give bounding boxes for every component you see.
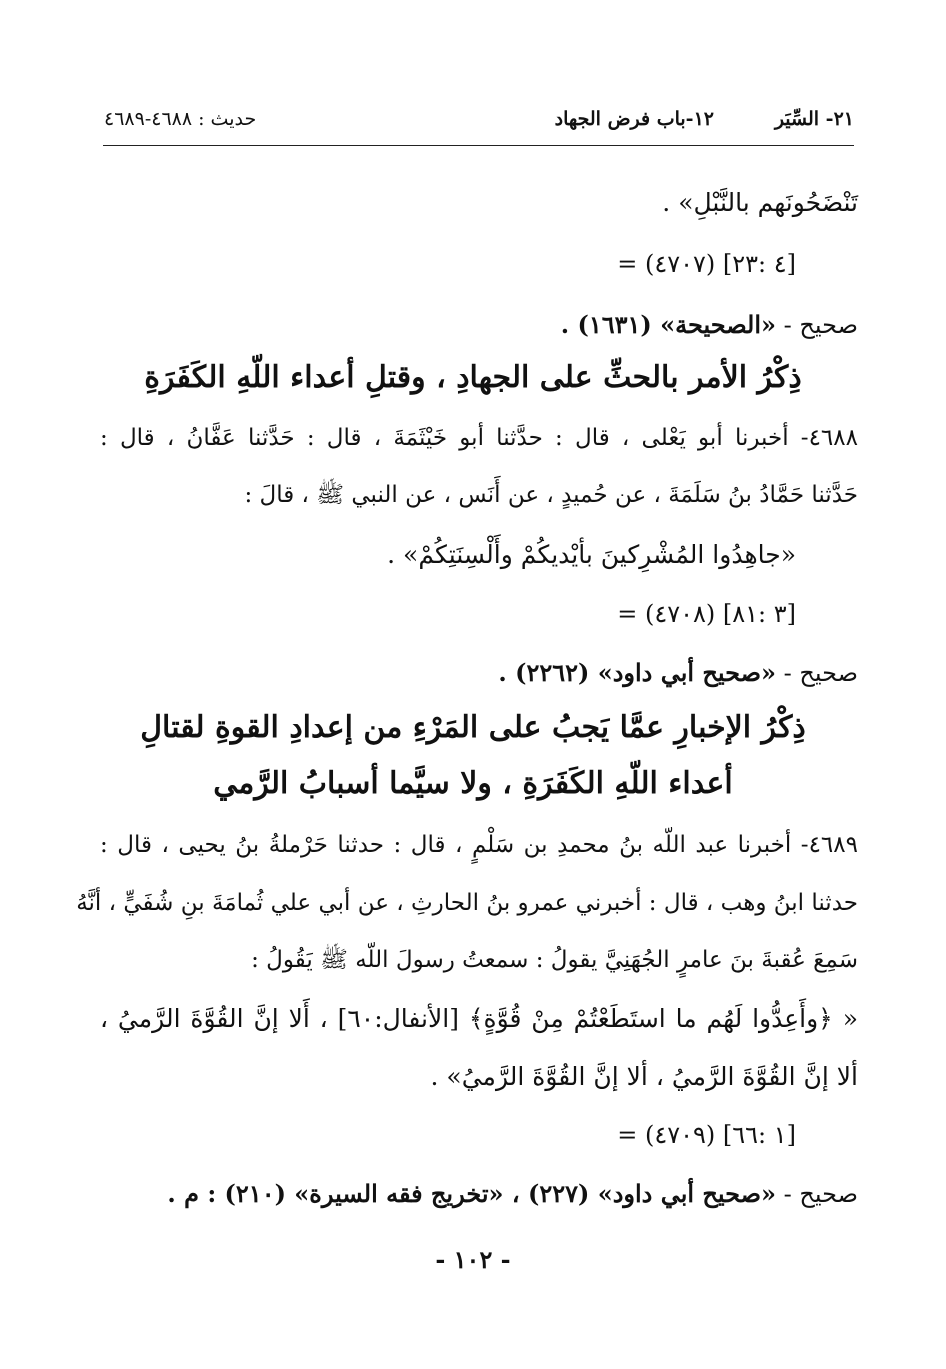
cross-reference: = (٤٧٠٨) [٣ :٨١]: [617, 600, 796, 628]
section-title: أعداء اللّهِ الكَفَرَةِ ، ولا سيَّما أسبابُ الرَّمي: [213, 766, 733, 801]
grading-source: «صحيح أبي داود» (٢٢٧) ، «تخريج فقه السيرة» (٢١٠) : م .: [167, 1179, 777, 1208]
cross-reference: = (٤٧٠٩) [١ :٦٦]: [617, 1121, 796, 1149]
section-title: ذِكْرُ الأمر بالحثِّ على الجهادِ ، وقتلِ أعداء اللّهِ الكَفَرَةِ: [144, 360, 802, 395]
hadith-text-line: سَمِعَ عُقبةَ بنَ عامرٍ الجُهَنِيَّ يقولُ : سمعتُ رسولَ اللّه ﷺ يَقُولُ :: [251, 947, 858, 973]
hadith-text-line: حدثنا ابنُ وهب ، قال : أخبرني عمرو بنُ الحارثِ ، عن أبي علي ثُمامَةَ بنِ شُفَيٍّ ، أنَّهُ: [76, 890, 858, 916]
header-chapter: ١٢-باب فرض الجهاد: [554, 108, 714, 130]
grading-source: «صحيح أبي داود» (٢٢٦٢) .: [498, 658, 777, 687]
header-hadith-range: حديث : ٤٦٨٨-٤٦٨٩: [104, 108, 257, 130]
hadith-matn: «جاهِدُوا المُشْرِكينَ بأيْديكُمْ وأَلْسِنَتِكُمْ» .: [387, 540, 796, 569]
grading-line: [100, 1180, 858, 1209]
grading-label: صحيح -: [783, 659, 858, 687]
page-number: - ١٠٢ -: [435, 1245, 511, 1274]
section-title: ذِكْرُ الإخبارِ عمَّا يَجبُ على المَرْءِ من إعدادِ القوةِ لقتالِ: [140, 710, 806, 745]
hadith-matn: ألا إنَّ القُوَّةَ الرَّميُ ، ألا إنَّ القُوَّةَ الرَّميُ» .: [430, 1062, 858, 1091]
grading-line: [100, 659, 858, 688]
hadith-text-line: حَدَّثنا حَمَّادُ بنُ سَلَمَةَ ، عن حُميدٍ ، عن أَنَس ، عن النبي ﷺ ، قالَ :: [244, 482, 858, 508]
grading-label: صحيح -: [783, 311, 858, 339]
hadith-matn: « ﴿وأَعِدُّوا لَهُم ما استَطَعْتُمْ مِنْ قُوَّةٍ﴾ [الأنفال:٦٠] ، أَلا إنَّ القُوَّةَ الرَّميُ ،: [100, 1004, 858, 1033]
hadith-text-line: ٤٦٨٨- أخبرنا أبو يَعْلى ، قال : حدَّثنا أبو خَيْثَمَةَ ، قال : حَدَّثنا عَفَّانُ ، قال :: [100, 425, 858, 451]
grading-line: [100, 311, 858, 340]
header-rule: [103, 145, 854, 146]
grading-source: «الصحيحة» (١٦٣١) .: [560, 310, 777, 339]
text-line: تَنْضَحُونَهم بالنَّبْلِ» .: [662, 188, 858, 217]
hadith-text-line: ٤٦٨٩- أخبرنا عبد اللّه بنُ محمدِ بن سَلْمٍ ، قال : حدثنا حَرْملةُ بنُ يحيى ، قال :: [100, 832, 858, 858]
header-book: ٢١- السِّيَر: [774, 108, 854, 130]
cross-reference: = (٤٧٠٧) [٤ :٢٣]: [617, 250, 796, 278]
grading-label: صحيح -: [783, 1180, 858, 1208]
